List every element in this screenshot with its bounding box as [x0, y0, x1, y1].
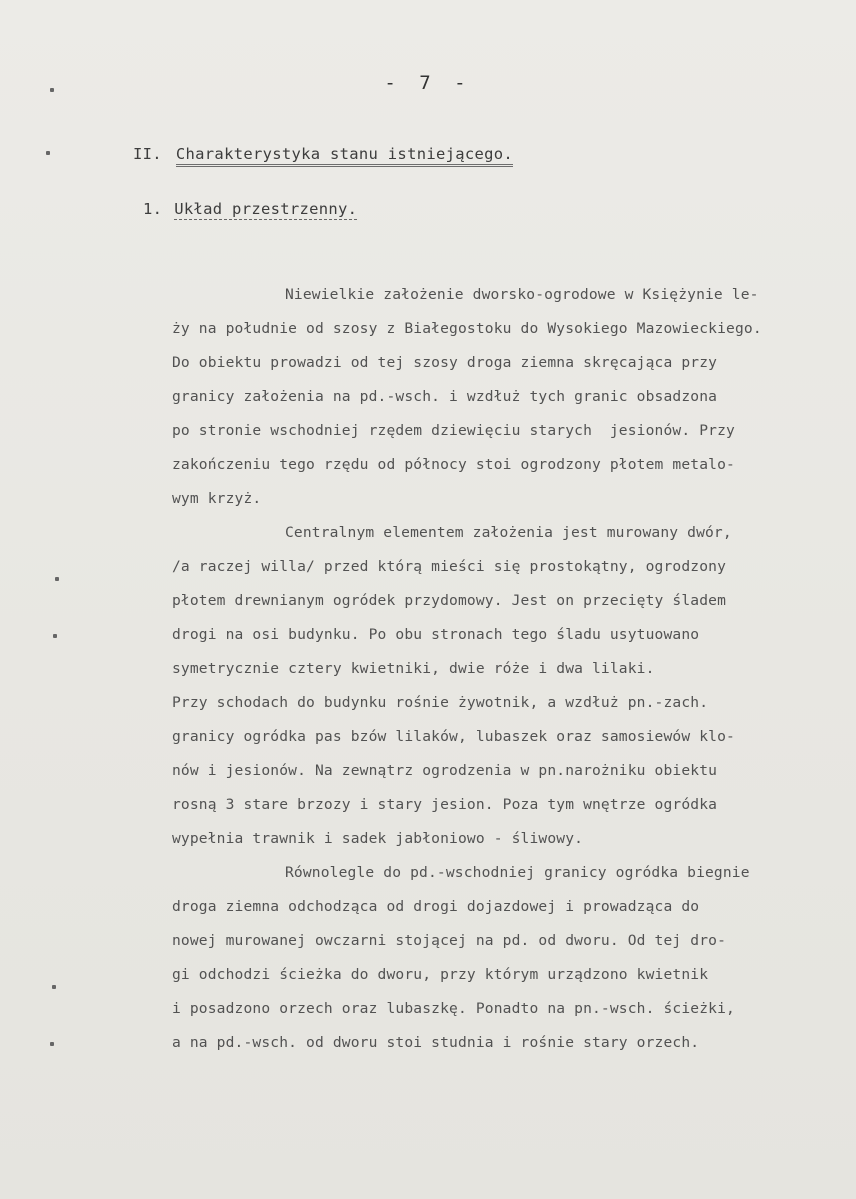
section-title: Charakterystyka stanu istniejącego. — [176, 145, 513, 167]
margin-mark — [52, 985, 56, 989]
text-line: symetrycznie cztery kwietniki, dwie róże i dwa lilaki. — [172, 660, 655, 677]
margin-mark — [55, 577, 59, 581]
text-line: granicy ogródka pas bzów lilaków, lubaszek oraz samosiewów klo- — [172, 728, 735, 745]
text-line: po stronie wschodniej rzędem dziewięciu starych jesionów. Przy — [172, 422, 735, 439]
subsection-heading — [143, 200, 357, 218]
section-heading — [133, 145, 513, 163]
text-line: Centralnym elementem założenia jest murowany dwór, — [285, 524, 732, 541]
text-line: płotem drewnianym ogródek przydomowy. Jest on przecięty śladem — [172, 592, 727, 609]
text-line: rosną 3 stare brzozy i stary jesion. Poza tym wnętrze ogródka — [172, 796, 718, 813]
paragraph-3 — [172, 856, 852, 1060]
text-line: wym krzyż. — [172, 490, 262, 507]
margin-mark — [50, 1042, 54, 1046]
text-line: nowej murowanej owczarni stojącej na pd. od dworu. Od tej dro- — [172, 932, 727, 949]
page-number: - 7 - — [384, 72, 472, 94]
text-line: gi odchodzi ścieżka do dworu, przy którym urządzono kwietnik — [172, 966, 709, 983]
text-line: Równolegle do pd.-wschodniej granicy ogródka biegnie — [285, 864, 750, 881]
paragraph-1 — [172, 278, 852, 516]
subsection-number: 1. — [143, 200, 163, 218]
text-line: nów i jesionów. Na zewnątrz ogrodzenia w pn.narożniku obiektu — [172, 762, 718, 779]
text-line: droga ziemna odchodząca od drogi dojazdowej i prowadząca do — [172, 898, 700, 915]
section-number: II. — [133, 145, 162, 163]
paragraph-2 — [172, 516, 852, 856]
text-line: zakończeniu tego rzędu od północy stoi ogrodzony płotem metalo- — [172, 456, 735, 473]
text-line: Do obiektu prowadzi od tej szosy droga ziemna skręcająca przy — [172, 354, 718, 371]
text-line: ży na południe od szosy z Białegostoku do Wysokiego Mazowieckiego. — [172, 320, 762, 337]
text-line: Niewielkie założenie dworsko-ogrodowe w Księżynie le- — [285, 286, 759, 303]
body-text — [172, 278, 852, 1060]
subsection-title: Układ przestrzenny. — [174, 200, 358, 218]
text-line: Przy schodach do budynku rośnie żywotnik, a wzdłuż pn.-zach. — [172, 694, 709, 711]
text-line: a na pd.-wsch. od dworu stoi studnia i rośnie stary orzech. — [172, 1034, 700, 1051]
margin-mark — [46, 151, 50, 155]
text-line: i posadzono orzech oraz lubaszkę. Ponadto na pn.-wsch. ścieżki, — [172, 1000, 735, 1017]
text-line: wypełnia trawnik i sadek jabłoniowo - śliwowy. — [172, 830, 584, 847]
margin-mark — [53, 634, 57, 638]
text-line: /a raczej willa/ przed którą mieści się prostokątny, ogrodzony — [172, 558, 727, 575]
text-line: drogi na osi budynku. Po obu stronach tego śladu usytuowano — [172, 626, 700, 643]
text-line: granicy założenia na pd.-wsch. i wzdłuż tych granic obsadzona — [172, 388, 718, 405]
